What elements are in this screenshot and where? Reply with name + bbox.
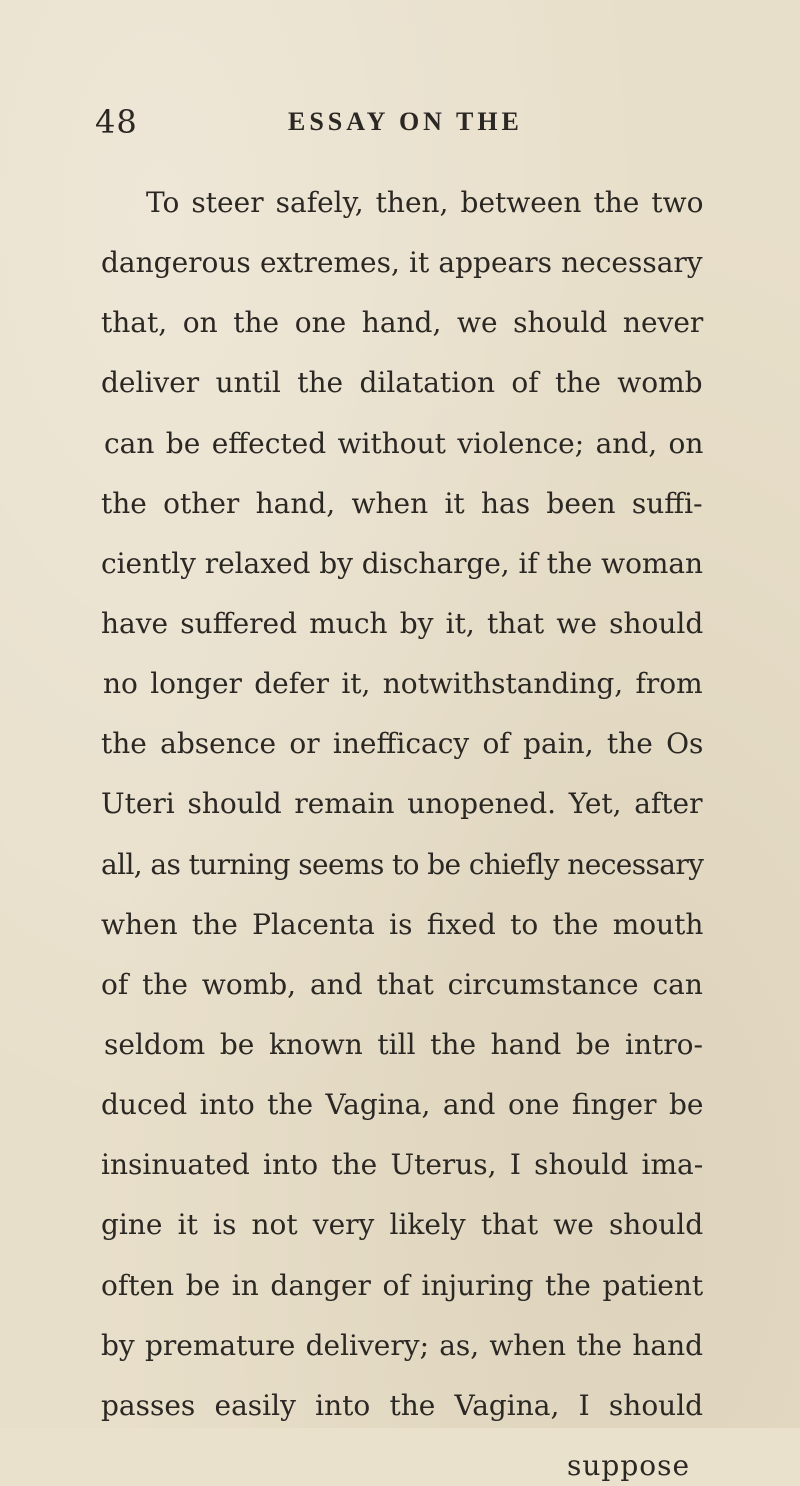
text-line: when the Placenta is fixed to the mouth [101, 908, 704, 941]
text-line: dangerous extremes, it appears necessary [101, 246, 703, 279]
text-line: the absence or inefficacy of pain, the Os [101, 727, 704, 760]
text-line: of the womb, and that circumstance can [101, 968, 703, 1001]
running-head: ESSAY ON THE [288, 107, 523, 136]
text-line: have suffered much by it, that we should [101, 607, 704, 640]
text-line: To steer safely, then, between the two [146, 186, 704, 219]
text-line: that, on the one hand, we should never [101, 306, 704, 339]
text-line: can be effected without violence; and, on [104, 427, 704, 460]
text-line: duced into the Vagina, and one finger be [101, 1088, 704, 1121]
catchword: suppose [567, 1449, 691, 1482]
text-line: Uteri should remain unopened. Yet, after [101, 787, 703, 820]
page-header [95, 102, 710, 142]
text-line: passes easily into the Vagina, I should [101, 1389, 704, 1422]
text-line: all, as turning seems to be chiefly necessary [101, 848, 704, 881]
text-line: seldom be known till the hand be intro- [104, 1028, 703, 1061]
text-line: deliver until the dilatation of the womb [101, 366, 703, 399]
text-line: gine it is not very likely that we should [101, 1208, 704, 1241]
text-line: insinuated into the Uterus, I should ima- [101, 1148, 704, 1181]
text-line: the other hand, when it has been suffi- [101, 487, 703, 520]
page-number: 48 [95, 103, 138, 141]
text-line: by premature delivery; as, when the hand [101, 1329, 704, 1362]
text-line: often be in danger of injuring the patient [101, 1269, 704, 1302]
text-line: ciently relaxed by discharge, if the woman [101, 547, 704, 580]
text-line: no longer defer it, notwithstanding, from [103, 667, 703, 700]
